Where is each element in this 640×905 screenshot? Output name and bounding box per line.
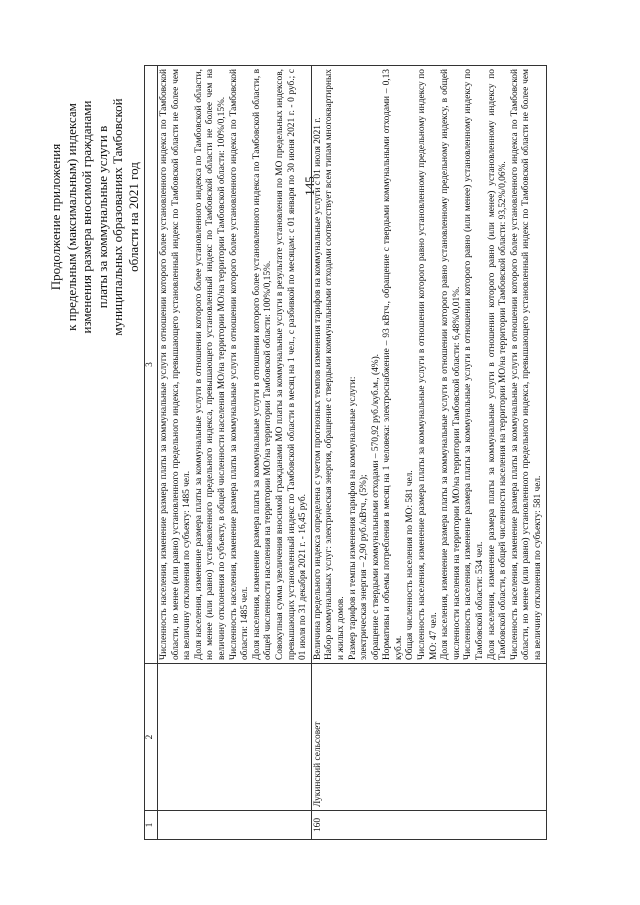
- row-details: [158, 66, 312, 664]
- detail-paragraph: Величина предельного индекса определена с учетом прогнозных темпов изменения тарифов на коммунальные услуги с 01 июля 2021 г.: [312, 117, 323, 660]
- header-line-1: Продолжение приложения: [48, 143, 63, 291]
- header-line-2: к предельным (максимальным) индексам: [63, 103, 79, 331]
- detail-paragraph: обращение с твердыми коммунальными отходами – 570,92 руб./куб.м., (4%).: [370, 353, 381, 660]
- row-number: 160: [311, 811, 546, 840]
- detail-paragraph: Доля населения, изменение размера платы за коммунальные услуги в отношении которого более установленного индекса по Тамбовской области, в общей численности населения на территории МО/на территории Тамбовской области: 100%/0,15%.: [251, 69, 274, 660]
- detail-paragraph: Численность населения, изменение размера платы за коммунальные услуги в отношении которого равно установленному предельному индексу по МО: 47 чел.: [417, 69, 439, 660]
- indices-table: [144, 65, 547, 840]
- municipality-name: [158, 664, 312, 811]
- page-number: 145: [301, 176, 317, 196]
- detail-paragraph: Численность населения, изменение размера платы за коммунальные услуги в отношении которого более установленного индекса по Тамбовской области, но менее (или равно) установленного предельного индекса, превышающего установленный индекс по Тамбовской области не более чем на величину отклонения по субъекту: 1485 чел.: [159, 69, 193, 660]
- col-header-3: 3: [145, 66, 158, 664]
- detail-paragraph: Доля населения, изменение размера платы за коммунальные услуги в отношении которого равно установленному предельному индексу, в общей численности населения на территории МО/на территории Тамбовской области: 6,48%/0,01%.: [440, 69, 462, 660]
- detail-paragraph: Численность населения, изменение размера платы за коммунальные услуги в отношении которого равно (или менее) установленному индексу по Тамбовской области: 534 чел.: [463, 69, 486, 660]
- table-row: [158, 66, 312, 840]
- detail-paragraph: Набор коммунальных услуг: электрическая энергия, обращение с твердыми коммунальными отходами соответствует всем типам многоквартирных и жилых домов.: [324, 69, 346, 660]
- detail-paragraph: Размер тарифов и темпы изменения тарифов на коммунальные услуги:: [347, 376, 358, 660]
- col-header-2: 2: [145, 664, 158, 811]
- col-header-1: 1: [145, 811, 158, 840]
- detail-paragraph: Численность населения, изменение размера платы за коммунальные услуги в отношении которого более установленного индекса по Тамбовской области, но менее (или равно) установленного предельного индекса, превышающего установленный индекс по Тамбовской области не более чем на величину отклонения по субъекту: 581 чел.: [509, 69, 543, 660]
- header-line-3: изменения размера вносимой гражданами: [79, 100, 94, 334]
- detail-paragraph: Доля населения, изменение размера платы за коммунальные услуги в отношении которого равно (или менее) установленному индексу по Тамбовской области, в общей численности населения на территории МО/на территории Тамбовской области: 93,52%/0,06%.: [486, 69, 509, 660]
- row-number: [158, 811, 312, 840]
- rotated-table-page: [144, 65, 589, 840]
- detail-paragraph: Общая численность населения по МО: 581 чел.: [405, 470, 416, 660]
- appendix-header-text: [48, 52, 141, 382]
- detail-paragraph: Доля населения, изменение размера платы за коммунальные услуги в отношении которого более установленного индекса по Тамбовской области, но менее (или равно) установленного предельного индекса, превышающего установленный индекс по Тамбовской области не более чем на величину отклонения по субъекту, в общей численности населения МО/на территории МО/на территории Тамбовской области: 100%/0,15%.: [193, 69, 227, 660]
- header-line-5: муниципальных образованиях Тамбовской: [110, 98, 125, 336]
- detail-paragraph: электрическая энергия – 2,90 руб./кВтч., (5%);: [359, 474, 370, 660]
- detail-paragraph: Совокупная сумма увеличения вносимой гражданами МО платы за коммунальные услуги в результате установления по МО предельных индексов, превышающих установленный индекс по Тамбовской области в месяц на 1 чел., с разбивкой по месяцам: с 01 января по 30 июня 2021 г. - 0 руб.; с 01 июля по 31 декабря 2021 г. - 16,45 руб.: [274, 69, 309, 660]
- table-header-row: [145, 66, 158, 840]
- header-line-4: платы за коммунальные услуги в: [94, 125, 110, 309]
- detail-paragraph: Нормативы и объемы потребления в месяц на 1 человека: электроснабжение – 93 кВтч., обращение с твердыми коммунальными отходами – 0,13 куб.м.: [382, 69, 404, 660]
- header-line-6: области на 2021 год: [125, 162, 141, 272]
- municipality-name: Лукинский сельсовет: [311, 664, 546, 811]
- detail-paragraph: Численность населения, изменение размера платы за коммунальные услуги в отношении которого более установленного индекса по Тамбовской области: 1485 чел.: [228, 69, 251, 660]
- row-details: [311, 66, 546, 664]
- table-row: [311, 66, 546, 840]
